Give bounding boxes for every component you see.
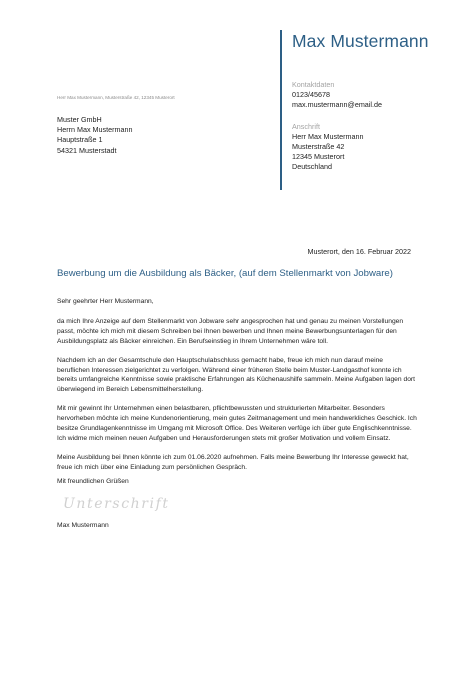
body-paragraph: Mit mir gewinnt Ihr Unternehmen einen belastbaren, pflichtbewussten und strukturierten Mitarbeiter. Besonders hervorheben möchte ich meine Kundenorientierung, mein gutes Zeitmanagement und mein handwerkliches Geschick. Ich besitze Grundlagenkenntnisse im Umgang mit Microsoft Office. Des Weiteren verfüge ich über gute Englischkenntnisse. Ich widme mich meinen neuen Aufgaben und Herausforderungen stets mit großer Motivation und vollem Einsatz. — [57, 405, 417, 442]
address-label: Anschrift — [292, 121, 320, 131]
header-divider — [280, 30, 282, 190]
closing: Mit freundlichen Grüßen — [57, 478, 129, 485]
letter-date: Musterort, den 16. Februar 2022 — [307, 247, 411, 256]
address-line: Musterstraße 42 — [292, 142, 345, 152]
letter-body — [57, 297, 417, 482]
phone-number: 0123/45678 — [292, 90, 330, 100]
contact-label: Kontaktdaten — [292, 80, 335, 89]
recipient-line: 54321 Musterstadt — [57, 145, 117, 155]
body-paragraph: da mich Ihre Anzeige auf dem Stellenmarkt von Jobware sehr angesprochen hat und genau zu meinen Vorstellungen passt, möchte ich mich mit diesem Schreiben bei Ihnen bewerben und Ihnen meine Bewerbungsunterlagen für den Ausbildungsplatz als Bäcker einreichen. Ein Berufseinstieg in Ihrem Unternehmen wäre toll. — [57, 317, 404, 345]
body-paragraph: Meine Ausbildung bei Ihnen könnte ich zum 01.06.2020 aufnehmen. Falls meine Bewerbung Ihr Interesse geweckt hat, freue ich mich über eine Einladung zum persönlichen Gespräch. — [57, 453, 409, 471]
recipient-line: Hauptstraße 1 — [57, 135, 103, 145]
signed-name: Max Mustermann — [57, 522, 109, 529]
applicant-name: Max Mustermann — [292, 31, 429, 51]
letter-subject: Bewerbung um die Ausbildung als Bäcker, (auf dem Stellenmarkt von Jobware) — [57, 268, 393, 279]
body-paragraph: Nachdem ich an der Gesamtschule den Hauptschulabschluss gemacht habe, freue ich mich nun darauf meine beruflichen Interessen zielgerichtet zu verfolgen. Während einer früheren Stelle beim Muster-Landgasthof konnte ich bereits umfangreiche Kenntnisse sowie praktische Erfahrungen als Küchenaushilfe sammeln. Meine Aufgaben lagen dort überwiegend im Bereich Lebensmittelherstellung. — [57, 356, 415, 394]
address-line: 12345 Musterort — [292, 152, 345, 162]
address-line: Herr Max Mustermann — [292, 131, 364, 141]
contact-block — [292, 80, 382, 173]
address-line: Deutschland — [292, 162, 332, 172]
recipient-address — [57, 115, 133, 156]
email-address: max.mustermann@email.de — [292, 100, 382, 110]
salutation: Sehr geehrter Herr Mustermann, — [57, 298, 154, 305]
recipient-line: Herrn Max Mustermann — [57, 125, 133, 135]
signature: Unterschrift — [63, 496, 170, 512]
recipient-line: Muster GmbH — [57, 115, 102, 124]
return-address-line: Herr Max Mustermann, Musterstraße 42, 12345 Musterort — [57, 95, 175, 100]
